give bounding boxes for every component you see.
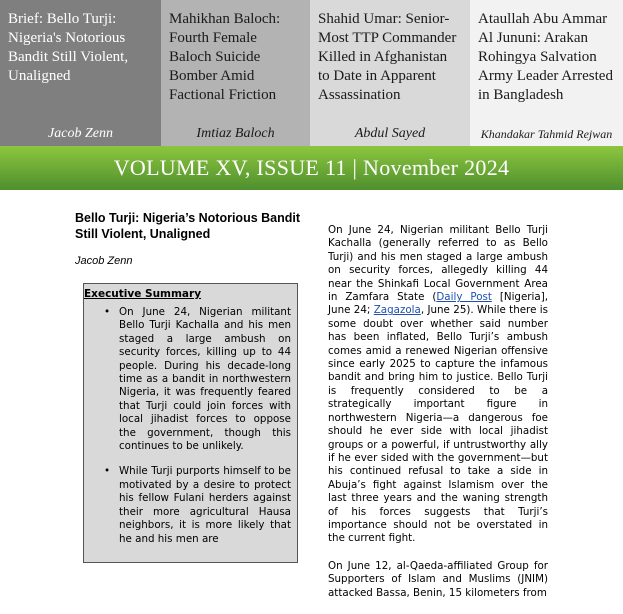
- contents-title-2: Mahikhan Baloch: Fourth Female Baloch Suicide Bomber Amid Factional Friction: [169, 11, 281, 103]
- executive-summary-heading: Executive Summary: [84, 288, 202, 300]
- summary-bullet: [84, 465, 291, 545]
- body-text: [Nigeria], June 24;: [328, 291, 548, 317]
- contents-author-2: Imtiaz Baloch: [196, 126, 275, 141]
- contents-author-3: Abdul Sayed: [354, 126, 426, 141]
- contents-panel-1[interactable]: [0, 0, 161, 146]
- contents-title-4: Ataullah Abu Ammar Al Jununi: Arakan Rohingya Salvation Army Leader Arrested in Bangladesh: [478, 11, 613, 103]
- article-title: Bello Turji: Nigeria’s Notorious Bandit Still Violent, Unaligned: [75, 211, 301, 241]
- summary-bullet-text: While Turji purports himself to be motivated by a desire to protect his fellow Fulani herders against their more agricultural Hausa neighbors, it is more likely that he and his men are: [119, 465, 291, 545]
- body-paragraph: [328, 224, 548, 546]
- volume-issue-band: [0, 146, 623, 190]
- bullet-dot-icon: •: [104, 465, 111, 478]
- contents-panel-4[interactable]: [470, 0, 623, 146]
- contents-panel-3[interactable]: [310, 0, 470, 146]
- executive-summary-box: [83, 283, 298, 563]
- volume-issue-label: VOLUME XV, ISSUE 11 | November 2024: [113, 155, 510, 180]
- bullet-dot-icon: •: [104, 306, 111, 318]
- contents-panel-2[interactable]: [161, 0, 310, 146]
- contents-title-1: Brief: Bello Turji: Nigeria's Notorious Bandit Still Violent, Unaligned: [8, 11, 129, 84]
- issue-contents-banner: [0, 0, 623, 146]
- summary-bullet: [84, 306, 291, 453]
- body-paragraph: On June 12, al-Qaeda-affiliated Group for Supporters of Islam and Muslims (JNIM) attacked Bassa, Benin, 15 kilometers from: [328, 559, 548, 599]
- contents-author-4: Khandakar Tahmid Rejwan: [480, 127, 613, 141]
- article-body: [328, 224, 548, 614]
- summary-bullet-text: On June 24, Nigerian militant Bello Turji Kachalla and his men staged a large ambush on security forces, killing up to 44 people. During his decade-long time as a bandit in northwestern Nigeria, it was frequently feared that Turji could join forces with local jihadist forces to oppose the government, though this continues to be unlikely.: [119, 306, 291, 453]
- article-byline: Jacob Zenn: [75, 255, 133, 267]
- contents-author-1: Jacob Zenn: [48, 126, 113, 141]
- source-link-daily-post[interactable]: Daily Post: [436, 291, 492, 304]
- executive-summary-list: [84, 306, 291, 546]
- article-header: [75, 210, 300, 267]
- contents-title-3: Shahid Umar: Senior-Most TTP Commander Killed in Afghanistan to Date in Apparent Assassination: [318, 11, 457, 103]
- body-text: , June 25). While there is some doubt over whether said number has been inflated, Bello Turji’s ambush comes amid a renewed Nigerian offensive since early 2025 to capture the infamous bandit and bring him to justice. Bello Turji is frequently considered to be a strategically important figure in northwestern Nigeria—a dangerous foe should he ever side with local jihadist groups or a powerful, if untrustworthy ally if he ever sided with the government—but his continued refusal to take a side in Abuja’s fight against Islamism over the last three years and the waning strength of his forces suggests that Turji’s importance should not be overstated in the current fight.: [328, 304, 548, 545]
- source-link-zagazola[interactable]: Zagazola: [373, 304, 421, 317]
- body-text: On June 24, Nigerian militant Bello Turji Kachalla (generally referred to as Bello Turji) and his men staged a large ambush on security forces, allegedly killing 44 near the Shinkafi Local Government Area in Zamfara State (: [328, 224, 548, 304]
